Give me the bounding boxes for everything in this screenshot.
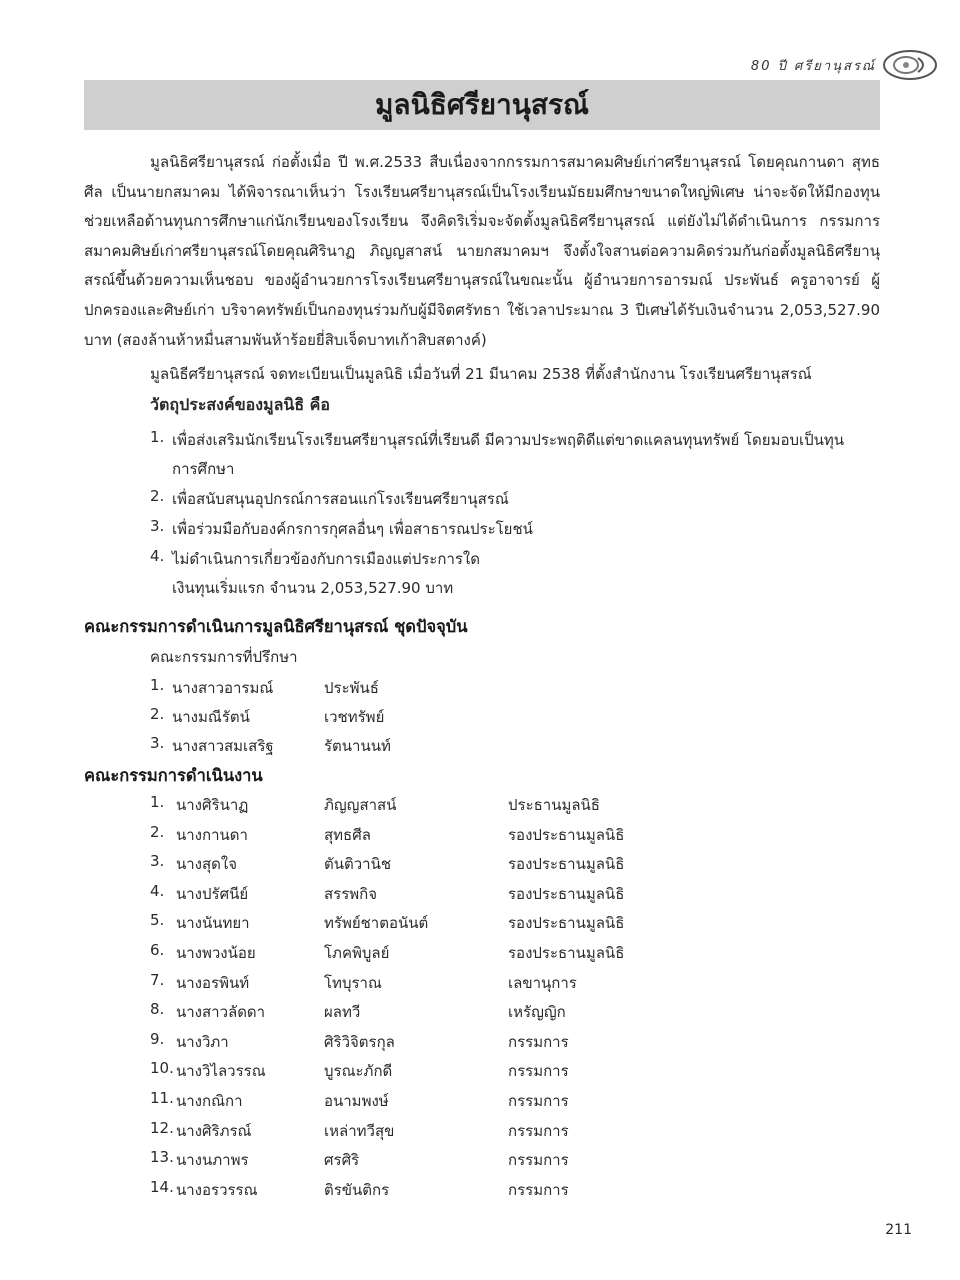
objective-num: 3. [150, 517, 165, 535]
objective-text: เพื่อร่วมมือกับองค์กรการกุศลอื่นๆ เพื่อสาธารณประโยชน์ [172, 520, 533, 538]
member-role: รองประธานมูลนิธิ [508, 826, 625, 844]
member-last-name: ทรัพย์ชาตอนันต์ [324, 914, 429, 932]
member-last-name: สุทธศีล [324, 826, 371, 844]
title-band [84, 80, 880, 130]
member-first-name: นางวิภา [176, 1033, 229, 1051]
member-num: 10. [150, 1059, 174, 1077]
member-role: กรรมการ [508, 1122, 569, 1140]
book-title: 80 ปี ศรียานุสรณ์ [750, 58, 876, 74]
member-last-name: ตันติวานิช [324, 855, 392, 873]
member-num: 13. [150, 1148, 174, 1166]
objectives-heading: วัตถุประสงค์ของมูลนิธิ คือ [150, 395, 330, 414]
advisor-first-name: นางสาวสมเสริฐ [172, 737, 274, 755]
member-first-name: นางอรพินท์ [176, 974, 250, 992]
objective-text: ไม่ดำเนินการเกี่ยวข้องกับการเมืองแต่ประการใด [172, 550, 480, 568]
member-last-name: โภคพิบูลย์ [324, 944, 390, 962]
member-last-name: ศิริวิจิตรกุล [324, 1033, 395, 1051]
school-emblem-icon [882, 48, 938, 82]
member-first-name: นางศิรินาฏ [176, 796, 249, 814]
objective-text-cont: การศึกษา [172, 460, 235, 478]
member-last-name: บูรณะภักดี [324, 1062, 393, 1080]
member-last-name: อนามพงษ์ [324, 1092, 389, 1110]
member-first-name: นางปรัศนีย์ [176, 885, 249, 903]
objective-num: 1. [150, 428, 165, 446]
member-last-name: ผลทวี [324, 1003, 361, 1021]
committee-heading: คณะกรรมการดำเนินการมูลนิธิศรียานุสรณ์ ชุดปัจจุบัน [84, 617, 468, 636]
member-first-name: นางนภาพร [176, 1151, 249, 1169]
member-first-name: นางสาวลัดดา [176, 1003, 266, 1021]
member-first-name: นางกานดา [176, 826, 248, 844]
member-role: กรรมการ [508, 1033, 569, 1051]
member-role: ประธานมูลนิธิ [508, 796, 600, 814]
member-last-name: ติรขันติกร [324, 1181, 390, 1199]
member-num: 3. [150, 852, 165, 870]
initial-fund-line: เงินทุนเริ่มแรก จำนวน 2,053,527.90 บาท [172, 579, 454, 597]
member-num: 9. [150, 1030, 165, 1048]
member-num: 4. [150, 882, 165, 900]
advisor-last-name: รัตนานนท์ [324, 737, 391, 755]
member-role: เหรัญญิก [508, 1003, 566, 1021]
member-role: กรรมการ [508, 1181, 569, 1199]
page-number: 211 [885, 1222, 912, 1238]
member-num: 5. [150, 911, 165, 929]
advisor-num: 1. [150, 676, 165, 694]
member-last-name: ศรศิริ [324, 1151, 360, 1169]
objective-num: 4. [150, 547, 165, 565]
objective-text: เพื่อส่งเสริมนักเรียนโรงเรียนศรียานุสรณ์ที่เรียนดี มีความประพฤติดีแต่ขาดแคลนทุนทรัพย์ โดยมอบเป็นทุน [172, 431, 845, 449]
member-first-name: นางศิริภรณ์ [176, 1122, 252, 1140]
objective-num: 2. [150, 487, 165, 505]
member-first-name: นางสุดใจ [176, 855, 238, 873]
advisor-first-name: นางมณีรัตน์ [172, 708, 250, 726]
member-num: 14. [150, 1178, 174, 1196]
registration-line: มูลนิธีศรียานุสรณ์ จดทะเบียนเป็นมูลนิธิ เมื่อวันที่ 21 มีนาคม 2538 ที่ตั้งสำนักงาน โรงเรียนศรียานุสรณ์ [150, 365, 812, 383]
member-role: เลขานุการ [508, 974, 577, 992]
member-num: 6. [150, 941, 165, 959]
advisor-last-name: ประพันธ์ [324, 679, 379, 697]
operating-heading: คณะกรรมการดำเนินงาน [84, 766, 263, 785]
intro-paragraph [84, 148, 880, 355]
member-first-name: นางพวงน้อย [176, 944, 256, 962]
advisor-num: 3. [150, 734, 165, 752]
member-first-name: นางอรวรรณ [176, 1181, 258, 1199]
member-role: รองประธานมูลนิธิ [508, 855, 625, 873]
member-num: 1. [150, 793, 165, 811]
member-first-name: นางกณิกา [176, 1092, 243, 1110]
page-title: มูลนิธิศรียานุสรณ์ [374, 88, 590, 121]
member-role: รองประธานมูลนิธิ [508, 914, 625, 932]
member-num: 12. [150, 1119, 174, 1137]
member-role: รองประธานมูลนิธิ [508, 944, 625, 962]
member-num: 11. [150, 1089, 174, 1107]
member-role: กรรมการ [508, 1151, 569, 1169]
advisor-first-name: นางสาวอารมณ์ [172, 679, 274, 697]
member-last-name: ภิญญสาสน์ [324, 796, 397, 814]
member-role: กรรมการ [508, 1062, 569, 1080]
member-last-name: โทบุราณ [324, 974, 382, 992]
member-role: กรรมการ [508, 1092, 569, 1110]
member-role: รองประธานมูลนิธิ [508, 885, 625, 903]
advisors-heading: คณะกรรมการที่ปรึกษา [150, 648, 298, 666]
member-num: 7. [150, 971, 165, 989]
member-last-name: สรรพกิจ [324, 885, 378, 903]
running-header [751, 48, 938, 82]
member-num: 2. [150, 823, 165, 841]
member-last-name: เหล่าทวีสุข [324, 1122, 395, 1140]
member-first-name: นางนันทยา [176, 914, 250, 932]
objective-text: เพื่อสนับสนุนอุปกรณ์การสอนแก่โรงเรียนศรียานุสรณ์ [172, 490, 509, 508]
member-first-name: นางวิไลวรรณ [176, 1062, 266, 1080]
advisor-last-name: เวชทรัพย์ [324, 708, 385, 726]
member-num: 8. [150, 1000, 165, 1018]
intro-text: มูลนิธิศรียานุสรณ์ ก่อตั้งเมื่อ ปี พ.ศ.2533 สืบเนื่องจากกรรมการสมาคมศิษย์เก่าศรียานุสรณ์ โดยคุณกานดา สุทธศีล เป็นนายกสมาคม ได้พิจารณาเห็นว่า โรงเรียนศรียานุสรณ์เป็นโรงเรียนมัธยมศึกษาขนาดใหญ่พิเศษ น่าจะจัดให้มีกองทุนช่วยเหลือด้านทุนการศึกษาแก่นักเรียนของโรงเรียน จึงคิดริเริ่มจะจัดตั้งมูลนิธิศรียานุสรณ์ แต่ยังไม่ได้ดำเนินการ กรรมการสมาคมศิษย์เก่าศรียานุสรณ์โดยคุณศิรินาฏ ภิญญสาสน์ นายกสมาคมฯ จึงตั้งใจสานต่อความคิดร่วมกันก่อตั้งมูลนิธิศรียานุสรณ์ขึ้นด้วยความเห็นชอบ ของผู้อำนวยการโรงเรียนศรียานุสรณ์ในขณะนั้น ผู้อำนวยการอารมณ์ ประพันธ์ ครูอาจารย์ ผู้ปกครองและศิษย์เก่า บริจาคทรัพย์เป็นกองทุนร่วมกับผู้มีจิตศรัทธา ใช้เวลาประมาณ 3 ปีเศษได้รับเงินจำนวน 2,053,527.90 บาท (สองล้านห้าหมื่นสามพันห้าร้อยยี่สิบเจ็ดบาทเก้าสิบสตางค์) [84, 153, 880, 349]
advisor-num: 2. [150, 705, 165, 723]
